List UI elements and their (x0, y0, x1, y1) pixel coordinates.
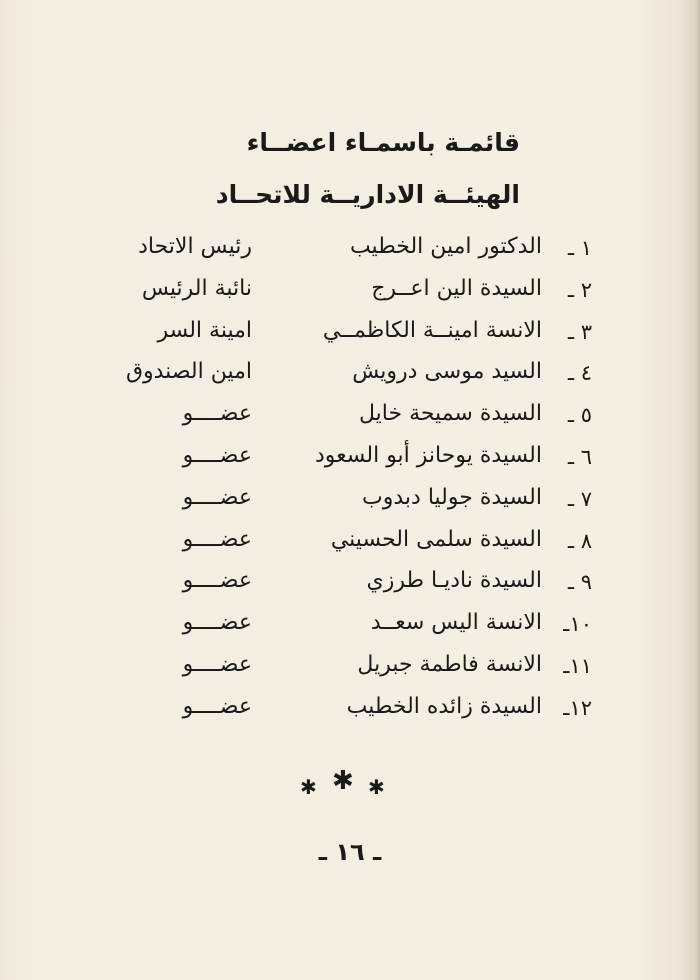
member-role: امينة السر (157, 317, 252, 343)
member-name: السيدة ناديـا طرزي (366, 568, 542, 594)
member-number: ٧ ـ (567, 486, 592, 511)
member-row (0, 650, 700, 692)
member-name: الانسة فاطمة جبريل (357, 651, 542, 677)
member-name: الانسة امينــة الكاظمــي (322, 317, 542, 343)
member-number: ٨ ـ (567, 528, 592, 553)
member-role: عضــــو (182, 651, 252, 677)
title-line-2: الهيئــة الاداريــة للاتحــاد (215, 180, 520, 209)
member-number: ١ ـ (567, 236, 592, 260)
member-number: ٥ ـ (567, 403, 592, 428)
member-row (0, 232, 700, 274)
member-role: عضــــو (182, 442, 252, 468)
member-role: عضــــو (182, 526, 252, 552)
member-name: السيدة جوليا دبدوب (362, 484, 542, 510)
member-role: عضــــو (182, 484, 252, 510)
member-row (0, 357, 700, 399)
star-icon: ✱ (368, 775, 385, 799)
member-number: ٩ ـ (567, 570, 592, 595)
member-number: ١٠ـ (563, 612, 592, 637)
member-name: السيدة الين اعــرج (371, 275, 542, 301)
member-name: السيدة سلمى الحسيني (330, 526, 542, 552)
member-row (0, 274, 700, 316)
member-number: ٤ ـ (567, 361, 592, 386)
member-role: عضــــو (182, 568, 252, 594)
member-row (0, 566, 700, 608)
star-icon: ✱ (300, 775, 317, 799)
member-row (0, 525, 700, 567)
member-row (0, 608, 700, 650)
ornament-stars (290, 768, 400, 798)
member-role: عضــــو (182, 401, 252, 427)
member-row (0, 441, 700, 483)
page-number: ـ ١٦ ـ (318, 838, 382, 866)
member-row (0, 483, 700, 525)
member-number: ٦ ـ (567, 444, 592, 469)
member-row (0, 399, 700, 441)
member-number: ١٢ـ (563, 695, 592, 720)
star-icon: ✱ (332, 766, 354, 796)
title-line-1: قائمـة باسمـاء اعضــاء (246, 128, 520, 157)
member-number: ١١ـ (563, 653, 592, 678)
member-role: امين الصندوق (125, 359, 252, 385)
members-list (0, 232, 700, 734)
member-name: السيدة زائده الخطيب (346, 693, 542, 719)
member-number: ٣ ـ (567, 319, 592, 344)
member-role: رئيس الاتحاد (138, 234, 252, 259)
member-name: السيد موسى درويش (352, 359, 542, 385)
member-name: الانسة اليس سعــد (370, 610, 542, 636)
member-role: عضــــو (182, 693, 252, 719)
member-row (0, 692, 700, 734)
member-role: نائبة الرئيس (141, 275, 252, 301)
member-name: السيدة سميحة خايل (358, 401, 542, 427)
member-role: عضــــو (182, 610, 252, 636)
member-row (0, 316, 700, 358)
member-number: ٢ ـ (567, 277, 592, 302)
member-name: السيدة يوحانز أبو السعود (314, 442, 542, 468)
member-name: الدكتور امين الخطيب (349, 234, 542, 259)
